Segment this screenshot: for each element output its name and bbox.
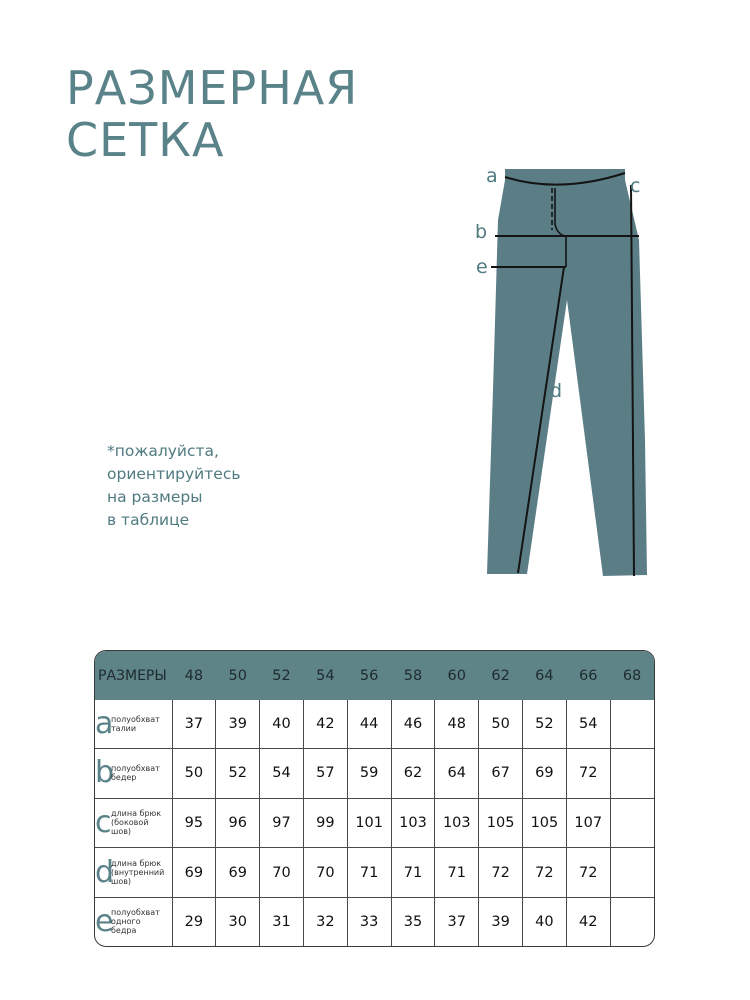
value-cell: 96 [216,798,260,848]
measurement-label-cell [95,749,172,799]
measurement-description: полуобхват одного бедра [111,908,160,936]
value-cell: 52 [523,700,567,749]
value-cell [610,700,654,749]
value-cell: 95 [172,798,216,848]
value-cell: 39 [479,897,523,946]
value-cell: 40 [523,897,567,946]
size-header: 52 [260,651,304,700]
pants-silhouette [487,169,647,576]
value-cell: 71 [347,848,391,898]
value-cell: 71 [435,848,479,898]
measurement-description: длина брюк (боковой шов) [111,809,162,837]
measurement-letter: b [95,755,115,791]
table-row [95,848,654,898]
pants-diagram [465,160,655,585]
value-cell: 105 [523,798,567,848]
value-cell: 32 [303,897,347,946]
measurement-label-cell [95,700,172,749]
measurement-letter: d [95,854,115,890]
value-cell: 72 [479,848,523,898]
value-cell: 29 [172,897,216,946]
value-cell: 52 [216,749,260,799]
value-cell: 40 [260,700,304,749]
measurement-label-cell [95,798,172,848]
table-row [95,897,654,946]
value-cell: 97 [260,798,304,848]
value-cell: 70 [303,848,347,898]
measurement-label-cell [95,897,172,946]
size-header: 56 [347,651,391,700]
size-header: 60 [435,651,479,700]
value-cell: 99 [303,798,347,848]
value-cell: 57 [303,749,347,799]
value-cell: 69 [172,848,216,898]
value-cell: 64 [435,749,479,799]
measurement-label-cell [95,848,172,898]
value-cell: 72 [566,749,610,799]
value-cell: 72 [566,848,610,898]
measurement-letter: e [95,903,114,939]
value-cell: 103 [435,798,479,848]
value-cell: 69 [216,848,260,898]
value-cell: 50 [479,700,523,749]
table-row [95,798,654,848]
size-note [107,440,240,532]
value-cell: 42 [303,700,347,749]
value-cell: 70 [260,848,304,898]
value-cell: 42 [566,897,610,946]
size-header: 66 [566,651,610,700]
page-title [66,62,358,166]
value-cell: 59 [347,749,391,799]
value-cell: 31 [260,897,304,946]
value-cell: 107 [566,798,610,848]
value-cell [610,798,654,848]
size-header: 58 [391,651,435,700]
label-a: a [486,165,498,187]
value-cell: 72 [523,848,567,898]
size-header: 54 [303,651,347,700]
title-line-1: РАЗМЕРНАЯ [66,61,359,115]
measurement-letter: c [95,804,112,840]
value-cell: 44 [347,700,391,749]
table-row [95,749,654,799]
value-cell: 101 [347,798,391,848]
title-line-2: СЕТКА [66,113,225,167]
label-b: b [475,221,488,243]
table-row [95,700,654,749]
note-line-3: на размеры [107,488,203,506]
value-cell [610,749,654,799]
value-cell: 50 [172,749,216,799]
label-e: e [476,256,488,278]
measurement-description: длина брюк (внутренний шов) [111,859,165,886]
value-cell: 35 [391,897,435,946]
value-cell: 37 [435,897,479,946]
size-header: 64 [523,651,567,700]
size-table [94,650,655,947]
value-cell: 71 [391,848,435,898]
value-cell: 103 [391,798,435,848]
note-line-1: *пожалуйста, [107,442,219,460]
value-cell: 69 [523,749,567,799]
label-c: c [630,175,641,197]
size-header: 50 [216,651,260,700]
value-cell: 67 [479,749,523,799]
value-cell [610,848,654,898]
value-cell: 46 [391,700,435,749]
value-cell: 54 [566,700,610,749]
header-label: РАЗМЕРЫ [95,651,172,700]
value-cell: 54 [260,749,304,799]
value-cell: 30 [216,897,260,946]
value-cell: 33 [347,897,391,946]
value-cell: 48 [435,700,479,749]
value-cell: 39 [216,700,260,749]
measurement-description: полуобхват бедер [111,764,160,783]
value-cell: 105 [479,798,523,848]
value-cell: 37 [172,700,216,749]
measurement-description: полуобхват талии [111,715,160,734]
size-header: 62 [479,651,523,700]
value-cell: 62 [391,749,435,799]
note-line-4: в таблице [107,511,190,529]
size-header: 68 [610,651,654,700]
measurement-letter: a [95,706,114,742]
label-d: d [550,380,563,402]
value-cell [610,897,654,946]
note-line-2: ориентируйтесь [107,465,241,483]
size-header: 48 [172,651,216,700]
size-header-row [95,651,654,700]
